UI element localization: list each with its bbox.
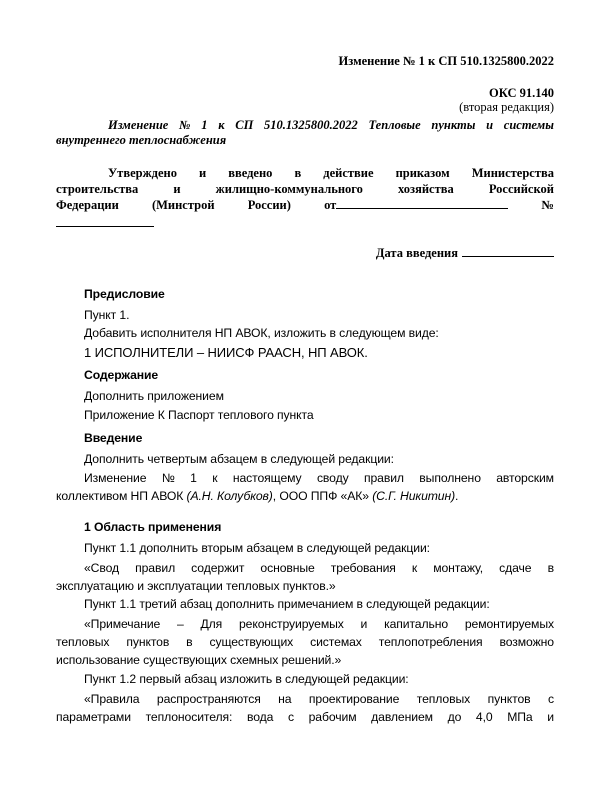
scope-p2-line1-word: реконструируемых bbox=[238, 617, 344, 631]
approval-line3-w1: Федерации bbox=[56, 198, 119, 212]
document-title-line1 bbox=[108, 118, 554, 133]
document-title-line1-word: пункты bbox=[431, 118, 476, 132]
contents-heading: Содержание bbox=[84, 368, 159, 382]
scope-p2-line1-word: капитально bbox=[384, 617, 449, 631]
approval-number-label: № bbox=[541, 198, 554, 212]
approval-date-field bbox=[324, 198, 508, 213]
approval-line3-w3: России) bbox=[247, 198, 291, 212]
introduction-quote-line1-word: к bbox=[212, 471, 218, 485]
document-title-line1-word: 510.1325800.2022 bbox=[264, 118, 358, 132]
approval-line3 bbox=[56, 198, 554, 213]
intro-quote-text2: , ООО ППФ «АК» bbox=[272, 489, 373, 503]
scope-p3-line2-word: с bbox=[287, 710, 294, 724]
scope-p1-line1-word: правил bbox=[135, 561, 176, 575]
scope-p3-line1-word: на bbox=[278, 692, 292, 706]
approval-line2-word: жилищно-коммунального bbox=[215, 182, 363, 196]
oks-code: ОКС 91.140 bbox=[488, 86, 554, 100]
scope-p2-line1-word: Для bbox=[200, 617, 223, 631]
approval-line2-word: строительства bbox=[56, 182, 139, 196]
introduction-quote-line2 bbox=[56, 489, 458, 503]
introduction-quote-line1-word: Изменение bbox=[84, 471, 147, 485]
scope-p3-line1-word: с bbox=[547, 692, 554, 706]
approval-line2-word: хозяйства bbox=[398, 182, 454, 196]
scope-p3-line1-word: проектирование bbox=[308, 692, 400, 706]
scope-p2-line1-word: – bbox=[177, 617, 184, 631]
intro-date-blank bbox=[462, 246, 554, 257]
scope-p2-line1-word: «Примечание bbox=[84, 617, 161, 631]
scope-p3-instruction: Пункт 1.2 первый абзац изложить в следующей редакции: bbox=[84, 672, 409, 686]
scope-p3-line2-word: МПа bbox=[507, 710, 533, 724]
scope-p1-line1-word: монтажу, bbox=[433, 561, 484, 575]
change-title: Изменение № 1 к СП 510.1325800.2022 bbox=[338, 54, 554, 68]
preface-value: 1 ИСПОЛНИТЕЛИ – НИИСФ РААСН, НП АВОК. bbox=[84, 345, 368, 360]
introduction-quote-line1-word: № bbox=[161, 471, 175, 485]
scope-p3-line2 bbox=[56, 710, 554, 724]
introduction-quote-line1-word: выполнено bbox=[419, 471, 481, 485]
introduction-instruction: Дополнить четвертым абзацем в следующей редакции: bbox=[84, 452, 394, 466]
scope-p3-line2-word: и bbox=[547, 710, 554, 724]
scope-p3-line2-word: параметрами bbox=[56, 710, 131, 724]
scope-p2-line2-word: пунктов bbox=[126, 635, 170, 649]
scope-p2-line3: использование существующих схемных решений.» bbox=[56, 653, 342, 667]
scope-p3-line2-word: 4,0 bbox=[475, 710, 493, 724]
approval-line1-word: в bbox=[294, 166, 302, 180]
scope-p2-line2-word: системах bbox=[310, 635, 362, 649]
contents-instruction: Дополнить приложением bbox=[84, 389, 224, 403]
approval-line1 bbox=[108, 166, 554, 181]
approval-from-label: от bbox=[324, 198, 337, 212]
approval-line2 bbox=[56, 182, 554, 197]
scope-p2-line2-word: теплопотребления bbox=[378, 635, 483, 649]
scope-p2-line2-word: в bbox=[186, 635, 193, 649]
scope-p3-line1 bbox=[84, 692, 554, 706]
document-title-line1-word: к bbox=[218, 118, 225, 132]
scope-p1-line1 bbox=[84, 561, 554, 575]
approval-line2-word: Российской bbox=[488, 182, 554, 196]
document-title-line1-word: СП bbox=[235, 118, 254, 132]
scope-p1-line1-word: основные bbox=[260, 561, 315, 575]
scope-p3-line2-word: рабочим bbox=[308, 710, 357, 724]
approval-line1-word: Утверждено bbox=[108, 166, 177, 180]
scope-p2-line2-word: тепловых bbox=[56, 635, 110, 649]
approval-number-blank bbox=[56, 226, 154, 227]
scope-p3-line2-word: до bbox=[447, 710, 462, 724]
document-title-line1-word: 1 bbox=[201, 118, 208, 132]
scope-p3-line2-word: вода bbox=[246, 710, 274, 724]
approval-line1-word: приказом bbox=[395, 166, 450, 180]
approval-line1-word: Министерства bbox=[471, 166, 554, 180]
intro-author1: (А.Н. Колубков) bbox=[186, 489, 273, 503]
scope-p3-line1-word: распространяются bbox=[156, 692, 261, 706]
document-title-line1-word: № bbox=[179, 118, 191, 132]
scope-p1-line1-word: требования bbox=[330, 561, 396, 575]
approval-date-blank bbox=[336, 198, 508, 209]
preface-heading: Предисловие bbox=[84, 287, 165, 301]
introduction-heading: Введение bbox=[84, 431, 143, 445]
approval-line1-word: введено bbox=[228, 166, 273, 180]
intro-author2: (С.Г. Никитин) bbox=[372, 489, 456, 503]
scope-p2-line1-word: и bbox=[360, 617, 368, 631]
scope-p2-line2-word: возможно bbox=[499, 635, 554, 649]
contents-value: Приложение К Паспорт теплового пункта bbox=[84, 408, 314, 422]
document-title-line1-word: Изменение bbox=[108, 118, 169, 132]
introduction-quote-line1-word: авторским bbox=[496, 471, 554, 485]
scope-p2-line1-word: ремонтируемых bbox=[464, 617, 554, 631]
scope-p1-line1-word: «Свод bbox=[84, 561, 120, 575]
introduction-quote-line1-word: своду bbox=[316, 471, 349, 485]
intro-quote-text1: коллективом НП АВОК bbox=[56, 489, 187, 503]
scope-p3-line2-word: давлением bbox=[371, 710, 433, 724]
approval-line2-word: и bbox=[173, 182, 181, 196]
scope-p2-line2 bbox=[56, 635, 554, 649]
document-title-line1-word: Тепловые bbox=[368, 118, 421, 132]
introduction-quote-line1-word: 1 bbox=[190, 471, 197, 485]
intro-date-label: Дата введения bbox=[375, 246, 458, 260]
scope-p2-line1 bbox=[84, 617, 554, 631]
scope-p1-line2: эксплуатацию и эксплуатации тепловых пунктов.» bbox=[56, 579, 336, 593]
intro-quote-end: . bbox=[455, 489, 459, 503]
scope-heading: 1 Область применения bbox=[84, 520, 222, 534]
scope-p1-line1-word: сдаче bbox=[499, 561, 532, 575]
scope-p3-line1-word: «Правила bbox=[84, 692, 140, 706]
introduction-quote-line1-word: правил bbox=[363, 471, 404, 485]
scope-p2-line2-word: существующих bbox=[209, 635, 294, 649]
scope-p1-instruction: Пункт 1.1 дополнить вторым абзацем в следующей редакции: bbox=[84, 541, 430, 555]
scope-p2-instruction: Пункт 1.1 третий абзац дополнить примечанием в следующей редакции: bbox=[84, 597, 490, 611]
preface-instruction: Добавить исполнителя НП АВОК, изложить в следующем виде: bbox=[84, 326, 439, 340]
approval-line1-word: и bbox=[198, 166, 207, 180]
document-title-line1-word: и bbox=[486, 118, 494, 132]
intro-date bbox=[376, 246, 554, 261]
document-title-line2: внутреннего теплоснабжения bbox=[56, 133, 227, 147]
introduction-quote-line1-word: настоящему bbox=[232, 471, 302, 485]
introduction-quote-line1 bbox=[84, 471, 554, 485]
scope-p3-line1-word: пунктов bbox=[487, 692, 531, 706]
approval-line1-word: действие bbox=[323, 166, 374, 180]
scope-p1-line1-word: содержит bbox=[191, 561, 245, 575]
scope-p3-line1-word: тепловых bbox=[416, 692, 471, 706]
document-title-line1-word: системы bbox=[503, 118, 554, 132]
approval-line3-w2: (Минстрой bbox=[151, 198, 215, 212]
edition-note: (вторая редакция) bbox=[459, 100, 554, 114]
scope-p3-line2-word: теплоносителя: bbox=[145, 710, 233, 724]
scope-p1-line1-word: к bbox=[411, 561, 418, 575]
preface-item: Пункт 1. bbox=[84, 308, 130, 322]
scope-p1-line1-word: в bbox=[547, 561, 554, 575]
